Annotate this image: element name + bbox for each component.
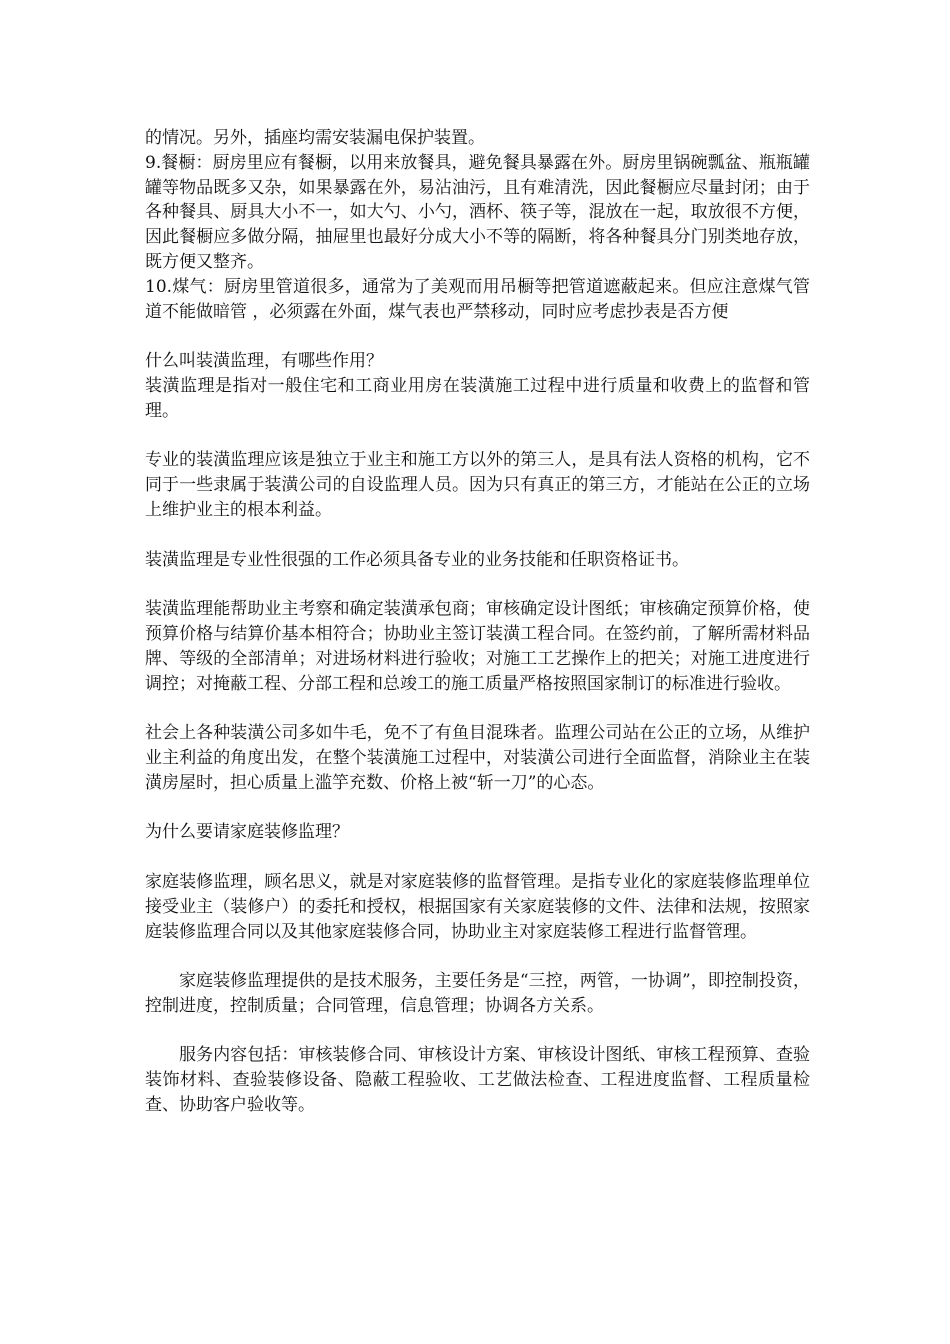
paragraph-continuation: 的情况。另外，插座均需安装漏电保护装置。 xyxy=(145,128,485,148)
paragraph-gap xyxy=(145,944,810,969)
paragraph-services: 服务内容包括：审核装修合同、审核设计方案、审核设计图纸、审核工程预算、查验装饰材料、查验装修设备、隐蔽工程验收、工艺做法检查、工程进度监督、工程质量检查、协助客户验收等。 xyxy=(145,1045,810,1116)
document-body xyxy=(145,126,810,1118)
paragraph-gap xyxy=(145,796,810,821)
paragraph-gap xyxy=(145,1019,810,1044)
paragraph-item-10: 10.煤气：厨房里管道很多，通常为了美观而用吊橱等把管道遮蔽起来。但应注意煤气管道不能做暗管 ，必须露在外面，煤气表也严禁移动，同时应考虑抄表是否方便 xyxy=(145,276,810,322)
paragraph-gap xyxy=(145,845,810,870)
paragraph-gap xyxy=(145,572,810,597)
section-heading-supervision: 什么叫装潢监理，有哪些作用？ xyxy=(145,351,383,372)
paragraph-gap xyxy=(145,696,810,721)
paragraph-market: 社会上各种装潢公司多如牛毛，免不了有鱼目混珠者。监理公司站在公正的立场，从维护业主利益的角度出发，在整个装潢施工过程中，对装潢公司进行全面监督，消除业主在装潢房屋时，担心质量上滥竽充数、价格上被“斩一刀”的心态。 xyxy=(145,723,810,793)
paragraph-tasks: 家庭装修监理提供的是技术服务，主要任务是“三控，两管，一协调”，即控制投资，控制进度，控制质量；合同管理，信息管理；协调各方关系。 xyxy=(145,971,810,1016)
paragraph-gap xyxy=(145,324,810,349)
paragraph-qualification: 装潢监理是专业性很强的工作必须具备专业的业务技能和任职资格证书。 xyxy=(145,549,689,570)
paragraph-functions: 装潢监理能帮助业主考察和确定装潢承包商；审核确定设计图纸；审核确定预算价格，使预算价格与结算价基本相符合；协助业主签订装潢工程合同。在签约前，了解所需材料品牌、等级的全部清单；对进场材料进行验收；对施工工艺操作上的把关；对施工进度进行调控；对掩蔽工程、分部工程和总竣工的施工质量严格按照国家制订的标准进行验收。 xyxy=(145,599,810,694)
paragraph-definition: 装潢监理是指对一般住宅和工商业用房在装潢施工过程中进行质量和收费上的监督和管理。 xyxy=(145,375,810,421)
paragraph-item-9: 9.餐橱：厨房里应有餐橱，以用来放餐具，避免餐具暴露在外。厨房里锅碗瓢盆、瓶瓶罐罐等物品既多又杂，如果暴露在外，易沾油污，且有难清洗，因此餐橱应尽量封闭；由于各种餐具、厨具大小不一，如大勺、小勺，酒杯、筷子等，混放在一起，取放很不方便，因此餐橱应多做分隔，抽屉里也最好分成大小不等的隔断，将各种餐具分门别类地存放，既方便又整齐。 xyxy=(145,152,810,272)
paragraph-third-party: 专业的装潢监理应该是独立于业主和施工方以外的第三人，是具有法人资格的机构，它不同于一些隶属于装潢公司的自设监理人员。因为只有真正的第三方，才能站在公正的立场上维护业主的根本利益。 xyxy=(145,450,810,520)
paragraph-home-definition: 家庭装修监理，顾名思义，就是对家庭装修的监督管理。是指专业化的家庭装修监理单位接受业主（装修户）的委托和授权，根据国家有关家庭装修的文件、法律和法规，按照家庭装修监理合同以及其他家庭装修合同，协助业主对家庭装修工程进行监督管理。 xyxy=(145,871,810,942)
paragraph-gap xyxy=(145,523,810,548)
paragraph-gap xyxy=(145,424,810,449)
section-heading-home-supervision: 为什么要请家庭装修监理？ xyxy=(145,822,349,843)
